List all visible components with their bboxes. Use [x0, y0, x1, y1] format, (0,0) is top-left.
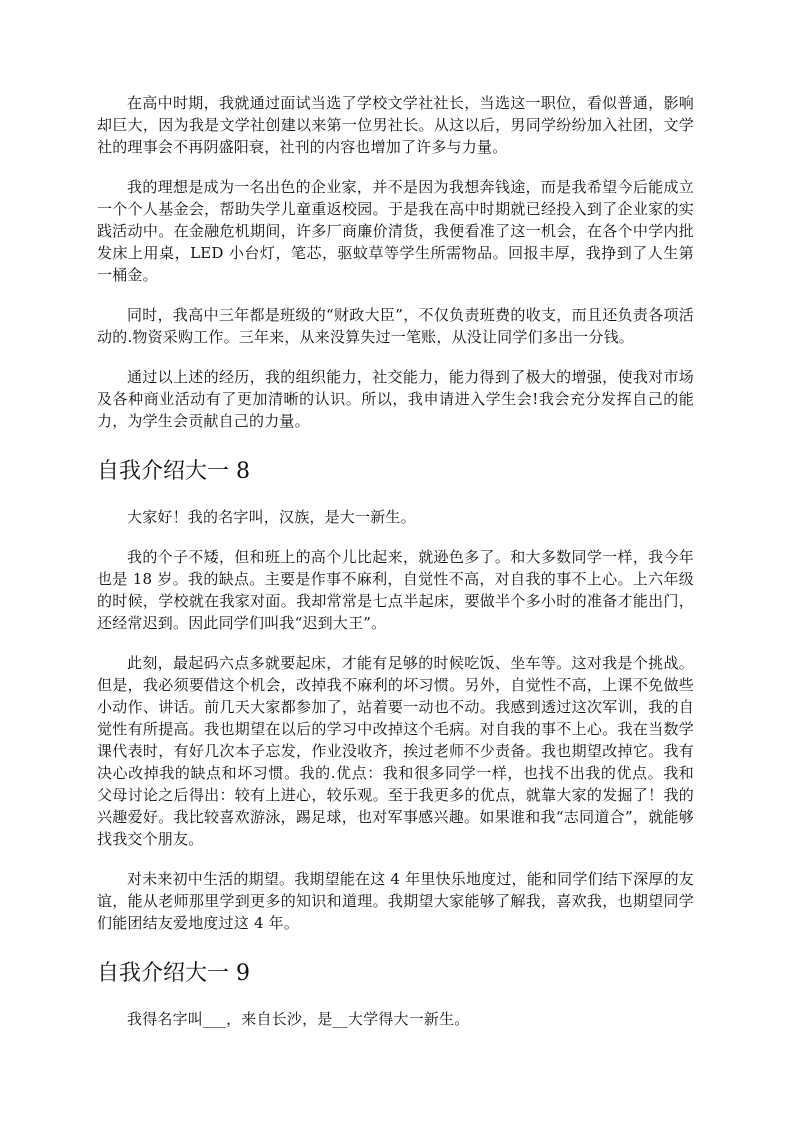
paragraph: 大家好！我的名字叫，汉族，是大一新生。 — [127, 508, 416, 526]
paragraph: 我的个子不矮，但和班上的高个儿比起来，就逊色多了。和大多数同学一样，我今年也是 18 岁。我的缺点。主要是作事不麻利，自觉性不高，对自我的事不上心。上六年级的时候，学校就在我家对面。我却常常是七点半起床，要做半个多小时的准备才能出门，还经常迟到。因此同学们叫我“迟到大王”。 — [97, 548, 694, 632]
intro-section — [97, 92, 694, 432]
section-heading: 自我介绍大一 8 — [97, 459, 250, 484]
section-9 — [97, 958, 694, 1030]
section-8 — [97, 456, 694, 934]
paragraph: 此刻，最起码六点多就要起床，才能有足够的时候吃饭、坐车等。这对我是个挑战。但是，我必须要借这个机会，改掉我不麻利的坏习惯。另外，自觉性不高，上课不免做些小动作、讲话。前几天大家都参加了，站着要一动也不动。我感到透过这次军训，我的自觉性有所提高。我也期望在以后的学习中改掉这个毛病。对自我的事不上心。我在当数学课代表时，有好几次本子忘发，作业没收齐，挨过老师不少责备。我也期望改掉它。我有决心改掉我的缺点和坏习惯。我的.优点：我和很多同学一样，也找不出我的优点。我和父母讨论之后得出：较有上进心，较乐观。至于我更多的优点，就靠大家的发掘了！我的兴趣爱好。我比较喜欢游泳，踢足球，也对军事感兴趣。如果谁和我“志同道合”，就能够找我交个朋友。 — [97, 654, 694, 848]
paragraph: 同时，我高中三年都是班级的“财政大臣”，不仅负责班费的收支，而且还负责各项活动的.物资采购工作。三年来，从来没算失过一笔账，从没让同学们多出一分钱。 — [97, 306, 694, 346]
paragraph: 对未来初中生活的期望。我期望能在这 4 年里快乐地度过，能和同学们结下深厚的友谊，能从老师那里学到更多的知识和道理。我期望大家能够了解我，喜欢我，也期望同学们能团结友爱地度过这 4 年。 — [97, 870, 694, 932]
section-heading: 自我介绍大一 9 — [97, 961, 250, 986]
paragraph: 我得名字叫___，来自长沙，是__大学得大一新生。 — [127, 1010, 470, 1028]
paragraph: 我的理想是成为一名出色的企业家，并不是因为我想奔钱途，而是我希望今后能成立一个个人基金会，帮助失学儿童重返校园。于是我在高中时期就已经投入到了企业家的实践活动中。在金融危机期间，许多厂商廉价清货，我便看准了这一机会，在各个中学内批发床上用桌，LED 小台灯，笔芯，驱蚊草等学生所需物品。回报丰厚，我挣到了人生第一桶金。 — [97, 178, 694, 284]
paragraph: 在高中时期，我就通过面试当选了学校文学社社长，当选这一职位，看似普通，影响却巨大，因为我是文学社创建以来第一位男社长。从这以后，男同学纷纷加入社团，文学社的理事会不再阴盛阳衰，社刊的内容也增加了许多与力量。 — [97, 94, 694, 156]
paragraph: 通过以上述的经历，我的组织能力，社交能力，能力得到了极大的增强，使我对市场及各种商业活动有了更加清晰的认识。所以，我申请进入学生会!我会充分发挥自己的能力，为学生会贡献自己的力量。 — [97, 368, 694, 430]
